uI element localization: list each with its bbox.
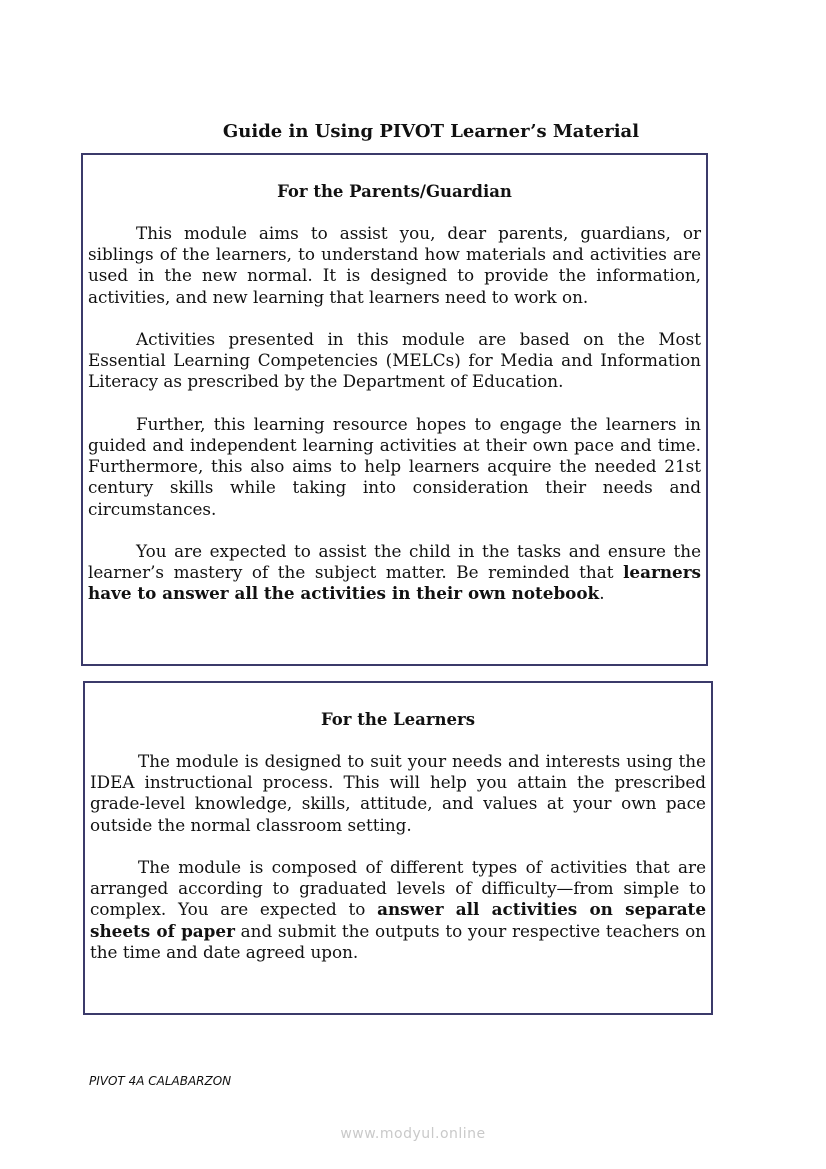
parents-p4-emphasis: learners have to answer all the activities in their own notebook bbox=[88, 562, 701, 604]
parents-paragraph-3: Further, this learning resource hopes to engage the learners in guided and independent learning activities at their own pace and time. Furthermore, this also aims to help learners acquire the needed 21st century skills while taking into consideration their needs and circumstances. bbox=[88, 413, 701, 519]
learners-p2-emphasis: answer all activities on separate sheets of paper bbox=[90, 899, 706, 941]
learners-box bbox=[83, 681, 713, 1015]
parents-paragraph-4 bbox=[88, 541, 701, 605]
parents-paragraph-1: This module aims to assist you, dear parents, guardians, or siblings of the learners, to understand how materials and activities are used in the new normal. It is designed to provide the information, activities, and new learning that learners need to work on. bbox=[88, 223, 701, 307]
learners-paragraph-1: The module is designed to suit your needs and interests using the IDEA instructional process. This will help you attain the prescribed grade-level knowledge, skills, attitude, and values at your own pace outside the normal classroom setting. bbox=[90, 751, 706, 835]
parents-p4-text: You are expected to assist the child in the tasks and ensure the learner’s mastery of the subject matter. Be reminded that bbox=[88, 541, 701, 583]
page-title: Guide in Using PIVOT Learner’s Material bbox=[222, 121, 640, 142]
learners-p2-text: The module is composed of different types of activities that are arranged according to graduated levels of difficulty—from simple to complex. You are expected to bbox=[90, 857, 706, 920]
footer-label: PIVOT 4A CALABARZON bbox=[89, 1074, 232, 1088]
parents-paragraph-2: Activities presented in this module are based on the Most Essential Learning Competencies (MELCs) for Media and Information Literacy as prescribed by the Department of Education. bbox=[88, 329, 701, 392]
watermark: www.modyul.online bbox=[340, 1126, 486, 1142]
learners-paragraph-2 bbox=[90, 857, 706, 963]
learners-p2-end: and submit the outputs to your respective teachers on the time and date agreed upon. bbox=[90, 920, 706, 962]
parents-heading: For the Parents/Guardian bbox=[277, 182, 512, 201]
parents-p4-end: . bbox=[599, 583, 605, 604]
parents-guardian-box bbox=[81, 153, 708, 666]
learners-heading: For the Learners bbox=[320, 710, 476, 729]
